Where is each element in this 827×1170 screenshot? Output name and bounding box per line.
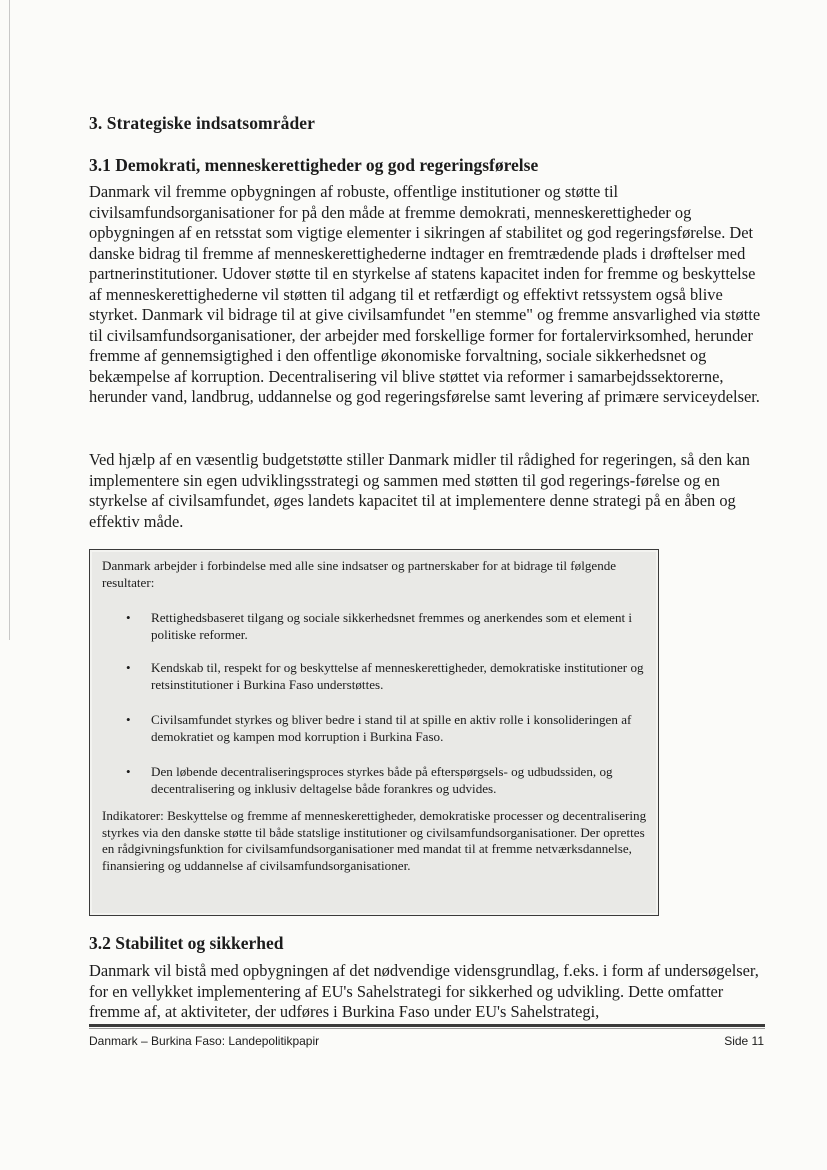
list-item-text: Civilsamfundet styrkes og bliver bedre i stand til at spille en aktiv rolle i konsolideringen af demokratiet og kampen mod korruption i Burkina Faso.	[151, 712, 632, 744]
subsection-heading-3-1: 3.1 Demokrati, menneskerettigheder og god regeringsførelse	[89, 155, 539, 175]
list-item-text: Den løbende decentraliseringsproces styrkes både på efterspørgsels- og udbudssiden, og decentralisering og inklusiv deltagelse både forankres og udvides.	[151, 764, 613, 796]
paragraph-3-2-main: Danmark vil bistå med opbygningen af det nødvendige vidensgrundlag, f.eks. i form af undersøgelser, for en vellykket implementering af EU's Sahelstrategi for sikkerhed og udvikling. Dette omfatter fremme af, at aktiviteter, der udføres i Burkina Faso under EU's Sahelstrategi,	[89, 961, 759, 1021]
page-number: Side 11	[724, 1034, 764, 1048]
footer-title: Danmark – Burkina Faso: Landepolitikpapir	[89, 1034, 320, 1048]
bullet-icon: •	[126, 610, 131, 625]
subsection-heading-3-2: 3.2 Stabilitet og sikkerhed	[89, 933, 284, 953]
footer-divider	[89, 1024, 765, 1027]
results-intro: Danmark arbejder i forbindelse med alle sine indsatser og partnerskaber for at bidrage til følgende resultater:	[102, 558, 617, 590]
footer-divider-thin	[89, 1028, 765, 1029]
bullet-icon: •	[126, 660, 131, 675]
indicators-text: Indikatorer: Beskyttelse og fremme af menneskerettigheder, demokratiske processer og decentralisering styrkes via den danske støtte til både statslige institutioner og civilsamfundsorganisationer. Der oprettes en rådgivningsfunktion for civilsamfundsorganisationer med mandat til at fremme netværksdannelse, finansiering og uddannelse af civilsamfundsorganisationer.	[102, 808, 647, 873]
list-item-text: Kendskab til, respekt for og beskyttelse af menneskerettigheder, demokratiske institutioner og retsinstitutioner i Burkina Faso understøttes.	[151, 660, 644, 692]
bullet-icon: •	[126, 764, 131, 779]
paragraph-3-1-main: Danmark vil fremme opbygningen af robuste, offentlige institutioner og støtte til civilsamfundsorganisationer for på den måde at fremme demokrati, menneskerettigheder og opbygningen af en retsstat som vigtige elementer i sikringen af stabilitet og god regeringsførelse. Det danske bidrag til fremme af menneskerettighederne indtager en fremtrædende plads i drøftelser med partnerinstitutioner. Udover støtte til en styrkelse af statens kapacitet inden for fremme og beskyttelse af menneskerettighederne vil støtten til adgang til et retfærdigt og effektivt retssystem også blive styrket. Danmark vil bidrage til at give civilsamfundet "en stemme" og fremme ansvarlighed via støtte til civilsamfundsorganisationer, der arbejder med forskellige former for fortalervirksomhed, herunder fremme af gennemsigtighed i den offentlige økonomiske forvaltning, sociale sikkerhedsnet og bekæmpelse af korruption. Decentralisering vil blive støttet via reformer i samarbejdssektorerne, herunder vand, landbrug, uddannelse og god regeringsførelse samt levering af primære serviceydelser.	[89, 182, 761, 406]
paragraph-3-1-budget: Ved hjælp af en væsentlig budgetstøtte stiller Danmark midler til rådighed for regeringen, så den kan implementere sin egen udviklingsstrategi og sammen med støtten til god regerings-førelse og en styrkelse af civilsamfundet, øges landets kapacitet til at implementere denne strategi på en åben og effektiv måde.	[89, 450, 750, 531]
list-item-text: Rettighedsbaseret tilgang og sociale sikkerhedsnet fremmes og anerkendes som et element i politiske reformer.	[151, 610, 633, 642]
bullet-icon: •	[126, 712, 131, 727]
section-heading: 3. Strategiske indsatsområder	[89, 113, 316, 133]
results-box	[89, 549, 659, 916]
page-margin-line	[9, 0, 10, 640]
